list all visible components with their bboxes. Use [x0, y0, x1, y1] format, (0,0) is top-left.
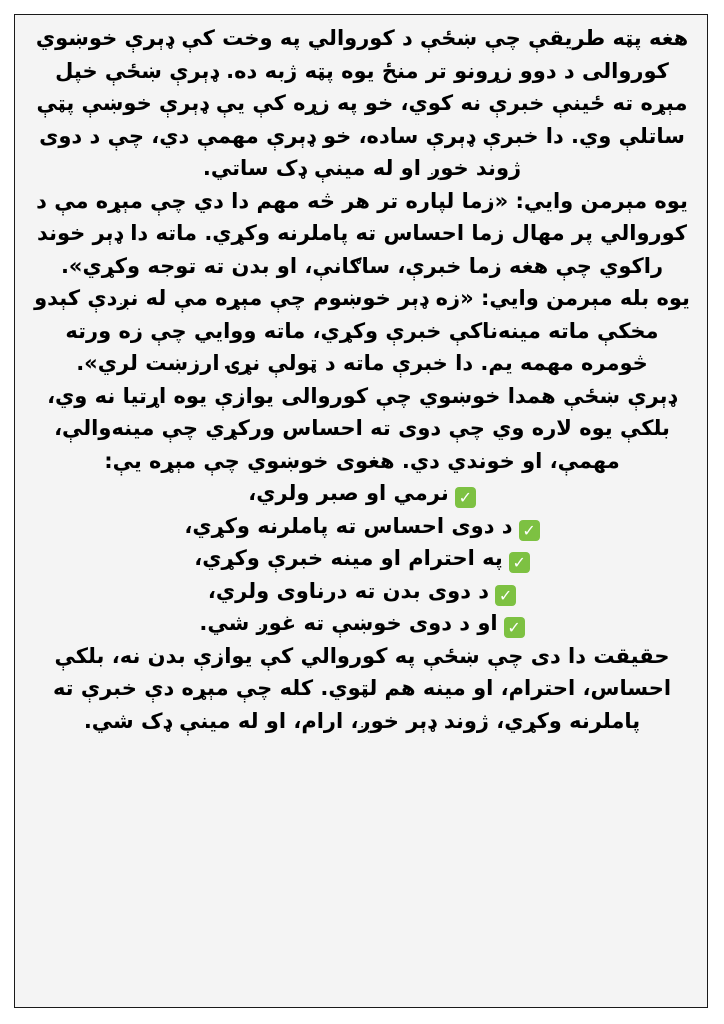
paragraph-conclusion: حقيقت دا دی چې ښځې په کوروالي کې يوازې بدن نه، بلکې احساس، احترام، او مينه هم لټوي. کله چې مېړه دې خبرې ته پاملرنه وکړي، ژوند ډېر خوږ، ارام، او له مينې ډک شي.	[52, 643, 672, 733]
checklist-item: ✓د دوی احساس ته پاملرنه وکړي،	[34, 510, 690, 543]
check-mark-icon: ✓	[519, 520, 540, 541]
checklist	[34, 477, 690, 640]
check-mark-icon: ✓	[495, 585, 516, 606]
check-mark-icon: ✓	[509, 552, 530, 573]
check-mark-icon: ✓	[504, 617, 525, 638]
paragraph-intro: کوروالی د دوو زړونو تر منځ یوه پټه ژبه ده. ډېرې ښځې خپل مېړه ته ځينې خبرې نه کوي، خو په زړه کې يې ډېرې خوښې پټې ساتلې وي. دا خبرې ډېرې ساده، خو ډېرې مهمې دي، چې د دوی ژوند خوږ او له مينې ډک ساتي.	[36, 58, 688, 180]
checklist-item: ✓په احترام او مينه خبرې وکړي،	[34, 542, 690, 575]
article	[34, 22, 690, 737]
article-title: هغه پټه طريقې چې ښځې د کوروالي په وخت کې ډېرې خوښوي	[35, 26, 689, 50]
checklist-item: ✓نرمي او صبر ولري،	[34, 477, 690, 510]
paragraph-quote-one: یوه مېرمن وايي: «زما لپاره تر هر څه مهم دا دي چې مېړه مې د کوروالي پر مهال زما احساس ته پاملرنه وکړي. ماته دا ډېر خوند راکوي چې هغه زما خبرې، ساګانې، او بدن ته توجه وکړي».	[36, 188, 688, 278]
paragraph-quote-two: یوه بله مېرمن وايي: «زه ډېر خوښوم چې مېړه مې له نږدې کېدو مخکې ماته مينه‌ناکې خبرې وکړي، ماته ووايي چې زه ورته څومره مهمه يم. دا خبرې ماته د ټولې نړۍ ارزښت لري».	[34, 286, 690, 375]
paragraph-preferences: ډېرې ښځې همدا خوښوي چې کوروالی یوازې يوه اړتيا نه وي، بلکې يوه لاره وي چې دوی ته احساس ورکړي چې مينه‌والې، مهمې، او خوندي دي. هغوی خوښوي چې مېړه يې:	[47, 383, 677, 473]
checklist-item: ✓او د دوی خوښې ته غوږ شي.	[34, 607, 690, 640]
check-mark-icon: ✓	[455, 487, 476, 508]
checklist-item: ✓د دوی بدن ته درناوی ولري،	[34, 575, 690, 608]
